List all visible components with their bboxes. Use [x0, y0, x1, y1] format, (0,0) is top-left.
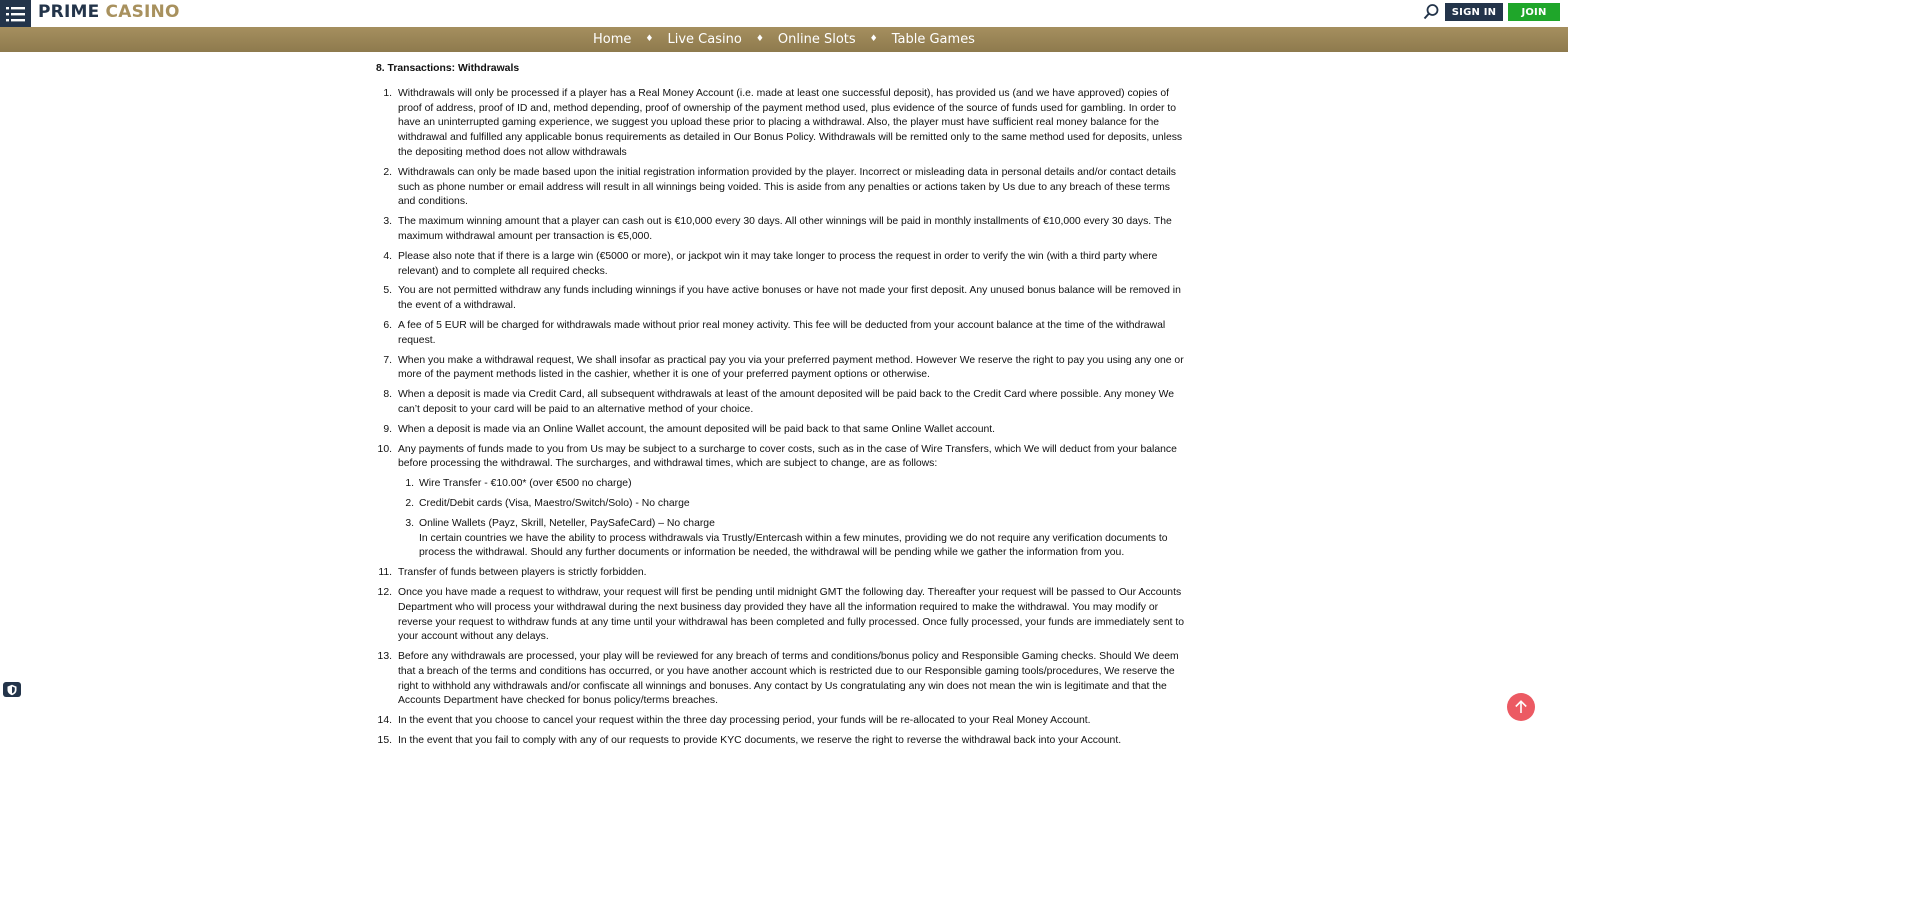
section-title: 8. Transactions: Withdrawals — [376, 63, 520, 74]
nav-online-slots[interactable]: Online Slots — [777, 32, 856, 47]
list-item-text: Withdrawals will only be processed if a player has a Real Money Account (i.e. made at least one successful deposit), has provided us (and we have approved) copies of proof of address, proof of ID and, method depending, proof of ownership of the payment method used, plus evidence of the source of funds used for gambling. In order to have an uninterrupted gaming experience, we suggest you upload these prior to placing a withdrawal. Also, the player must have sufficient real money balance for the withdrawal and fulfilled any applicable bonus requirements as detailed in Our Bonus Policy. Withdrawals will be remitted only to the same method used for deposits, unless the depositing method does not allow withdrawals — [398, 87, 1183, 158]
list-item: 3. The maximum winning amount that a player can cash out is €10,000 every 30 days. All other winnings will be paid in monthly installments of €10,000 every 30 days. The maximum withdrawal amount per transaction is €5,000. — [383, 216, 1172, 242]
list-item-text: Before any withdrawals are processed, your play will be reviewed for any breach of terms and conditions/bonus policy and Responsible Gaming checks. Should We deem that a breach of the terms and conditions has occurred, or you have another account which is restricted due to our Responsible gaming tools/procedures, We reserve the right to withhold any withdrawals and/or confiscate all winnings and bonuses. Any contact by Us congratulating any win does not mean the win is legitimate and that the Accounts Department have checked for bonus policy/terms breaches. — [398, 651, 1179, 707]
withdrawal-terms-list — [376, 87, 1190, 749]
hamburger-menu-icon[interactable] — [0, 0, 31, 27]
list-item-text: In the event that you fail to comply with any of our requests to provide KYC documents, we reserve the right to reverse the withdrawal back into your Account. — [398, 735, 1122, 747]
list-item: 14. In the event that you choose to cancel your request within the three day processing period, your funds will be re-allocated to your Real Money Account. — [377, 715, 1091, 727]
nav-table-games[interactable]: Table Games — [891, 32, 975, 47]
site-logo[interactable] — [38, 2, 180, 23]
logo-word-casino: CASINO — [105, 2, 180, 22]
list-item: 9. When a deposit is made via an Online Wallet account, the amount deposited will be paid back to that same Online Wallet account. — [383, 423, 996, 435]
list-item-text: When a deposit is made via Credit Card, all subsequent withdrawals at least of the amount deposited will be paid back to the Credit Card where possible. Any money We can’t deposit to your card will be paid to an alternative method of your choice. — [398, 389, 1175, 415]
nav-separator: ♦ — [755, 34, 764, 44]
list-item-text: The maximum winning amount that a player can cash out is €10,000 every 30 days. All other winnings will be paid in monthly installments of €10,000 every 30 days. The maximum withdrawal amount per transaction is €5,000. — [398, 216, 1172, 242]
list-item: 10. Any payments of funds made to you from Us may be subject to a surcharge to cover costs, such as in the case of Wire Transfers, which We will deduct from your balance before processing the withdrawal. The surcharges, and withdrawal times, which are subject to change, are as follows: 1. Wire Transfer - €10.00* (over €500 no charge) 2. Credit/Debit cards (Visa, Maestro/Switch/Solo) - No charge 3. Online Wallets (Payz, Skrill, Neteller, PaySafeCard) – No charge In certain countries we have the ability to process withdrawals via Trustly/Entercash within a few minutes, providing we do not require any verification documents to process the withdrawal. Should any further documents or information be needed, the withdrawal will be pending while we gather the information from you. — [376, 443, 1190, 562]
nav-separator: ♦ — [645, 34, 654, 44]
list-item-text: When a deposit is made via an Online Wallet account, the amount deposited will be paid back to that same Online Wallet account. — [398, 423, 996, 435]
sub-list-note: In certain countries we have the ability to process withdrawals via Trustly/Entercash within a few minutes, providing we do not require any verification documents to process the withdrawal. Should any further documents or information be needed, the withdrawal will be pending while we gather the information from you. — [419, 532, 1168, 559]
list-item: 6. A fee of 5 EUR will be charged for withdrawals made without prior real money activity. This fee will be deducted from your account balance at the time of the withdrawal request. — [383, 319, 1166, 346]
nav-live-casino[interactable]: Live Casino — [667, 32, 742, 47]
scroll-to-top-button[interactable] — [1507, 693, 1535, 721]
join-button[interactable]: JOIN — [1508, 3, 1560, 21]
list-item-text: Once you have made a request to withdraw, your request will first be pending until midnight GMT the following day. Thereafter your request will be passed to Our Accounts Department who will process your withdrawal during the next business day provided they have all the information required to make the withdrawal. You may modify or reverse your request to withdraw funds at any time until your withdrawal has been completed and fully processed. Once fully processed, your funds are immediately sent to your account without any delays. — [398, 586, 1185, 643]
list-item: 11. Transfer of funds between players is strictly forbidden. — [378, 567, 647, 579]
top-bar — [0, 0, 1568, 27]
list-item-text: In the event that you choose to cancel your request within the three day processing period, your funds will be re-allocated to your Real Money Account. — [398, 715, 1091, 727]
list-item-text: Withdrawals can only be made based upon the initial registration information provided by the player. Incorrect or misleading data in personal details and/or contact details such as phone number or email address will result in all winnings being voided. This is aside from any penalties or actions taken by Us due to any breach of these terms and conditions. — [398, 166, 1177, 208]
list-item: 13. Before any withdrawals are processed, your play will be reviewed for any breach of terms and conditions/bonus policy and Responsible Gaming checks. Should We deem that a breach of the terms and conditions has occurred, or you have another account which is restricted due to our Responsible gaming tools/procedures, We reserve the right to withhold any withdrawals and/or confiscate all winnings and bonuses. Any contact by Us congratulating any win does not mean the win is legitimate and that the Accounts Department have checked for bonus policy/terms breaches. — [377, 651, 1179, 707]
arrow-up-icon — [1513, 699, 1529, 715]
list-item-text: When you make a withdrawal request, We shall insofar as practical pay you via your preferred payment method. However We reserve the right to pay you using any one or more of the payment methods listed in the cashier, whether it is one of your preferred payment options or otherwise. — [398, 354, 1184, 381]
list-item: 7. When you make a withdrawal request, We shall insofar as practical pay you via your preferred payment method. However We reserve the right to pay you using any one or more of the payment methods listed in the cashier, whether it is one of your preferred payment options or otherwise. — [383, 354, 1184, 381]
surcharge-sublist — [398, 477, 1190, 561]
list-item-text: Please also note that if there is a large win (€5000 or more), or jackpot win it may take longer to process the request in order to verify the win (with a third party where relevant) and to complete all required checks. — [398, 250, 1158, 277]
sub-list-item-text: Online Wallets (Payz, Skrill, Neteller, PaySafeCard) – No charge — [419, 517, 715, 529]
list-item: 1. Withdrawals will only be processed if a player has a Real Money Account (i.e. made at least one successful deposit), has provided us (and we have approved) copies of proof of address, proof of ID and, method depending, proof of ownership of the payment method used, plus evidence of the source of funds used for gambling. In order to have an uninterrupted gaming experience, we suggest you upload these prior to placing a withdrawal. Also, the player must have sufficient real money balance for the withdrawal and fulfilled any applicable bonus requirements as detailed in Our Bonus Policy. Withdrawals will be remitted only to the same method used for deposits, unless the depositing method does not allow withdrawals — [383, 87, 1183, 158]
nav-separator: ♦ — [869, 34, 878, 44]
list-item-text: Transfer of funds between players is strictly forbidden. — [398, 567, 647, 579]
main-nav — [0, 27, 1568, 52]
shield-icon[interactable] — [3, 682, 21, 697]
list-item: 5. You are not permitted withdraw any funds including winnings if you have active bonuses or have not made your first deposit. Any unused bonus balance will be removed in the event of a withdrawal. — [383, 285, 1181, 312]
sub-list-item-text: Credit/Debit cards (Visa, Maestro/Switch/Solo) - No charge — [419, 497, 690, 509]
list-item-text: You are not permitted withdraw any funds including winnings if you have active bonuses or have not made your first deposit. Any unused bonus balance will be removed in the event of a withdrawal. — [398, 285, 1181, 312]
search-icon[interactable] — [1422, 3, 1440, 21]
sub-list-item: 2. Credit/Debit cards (Visa, Maestro/Switch/Solo) - No charge — [405, 497, 690, 509]
list-item: 2. Withdrawals can only be made based upon the initial registration information provided by the player. Incorrect or misleading data in personal details and/or contact details such as phone number or email address will result in all winnings being voided. This is aside from any penalties or actions taken by Us due to any breach of these terms and conditions. — [383, 166, 1177, 208]
sign-in-button[interactable]: SIGN IN — [1445, 3, 1503, 21]
sub-list-item-text: Wire Transfer - €10.00* (over €500 no charge) — [419, 478, 632, 490]
terms-content — [376, 62, 1190, 754]
sub-list-item: 3. Online Wallets (Payz, Skrill, Neteller, PaySafeCard) – No charge In certain countries we have the ability to process withdrawals via Trustly/Entercash within a few minutes, providing we do not require any verification documents to process the withdrawal. Should any further documents or information be needed, the withdrawal will be pending while we gather the information from you. — [405, 517, 1168, 559]
list-item: 15. In the event that you fail to comply with any of our requests to provide KYC documents, we reserve the right to reverse the withdrawal back into your Account. — [377, 735, 1122, 747]
nav-home[interactable]: Home — [593, 32, 632, 47]
list-item: 8. When a deposit is made via Credit Card, all subsequent withdrawals at least of the amount deposited will be paid back to the Credit Card where possible. Any money We can’t deposit to your card will be paid to an alternative method of your choice. — [383, 389, 1175, 415]
list-item-text: A fee of 5 EUR will be charged for withdrawals made without prior real money activity. This fee will be deducted from your account balance at the time of the withdrawal request. — [398, 319, 1166, 346]
list-item-text: Any payments of funds made to you from Us may be subject to a surcharge to cover costs, such as in the case of Wire Transfers, which We will deduct from your balance before processing the withdrawal. The surcharges, and withdrawal times, which are subject to change, are as follows: — [398, 443, 1177, 470]
list-item: 4. Please also note that if there is a large win (€5000 or more), or jackpot win it may take longer to process the request in order to verify the win (with a third party where relevant) and to complete all required checks. — [383, 250, 1158, 277]
list-item: 12. Once you have made a request to withdraw, your request will first be pending until midnight GMT the following day. Thereafter your request will be passed to Our Accounts Department who will process your withdrawal during the next business day provided they have all the information required to make the withdrawal. You may modify or reverse your request to withdraw funds at any time until your withdrawal has been completed and fully processed. Once fully processed, your funds are immediately sent to your account without any delays. — [377, 586, 1185, 643]
sub-list-item: 1. Wire Transfer - €10.00* (over €500 no charge) — [405, 478, 632, 490]
logo-word-prime: PRIME — [38, 2, 100, 22]
